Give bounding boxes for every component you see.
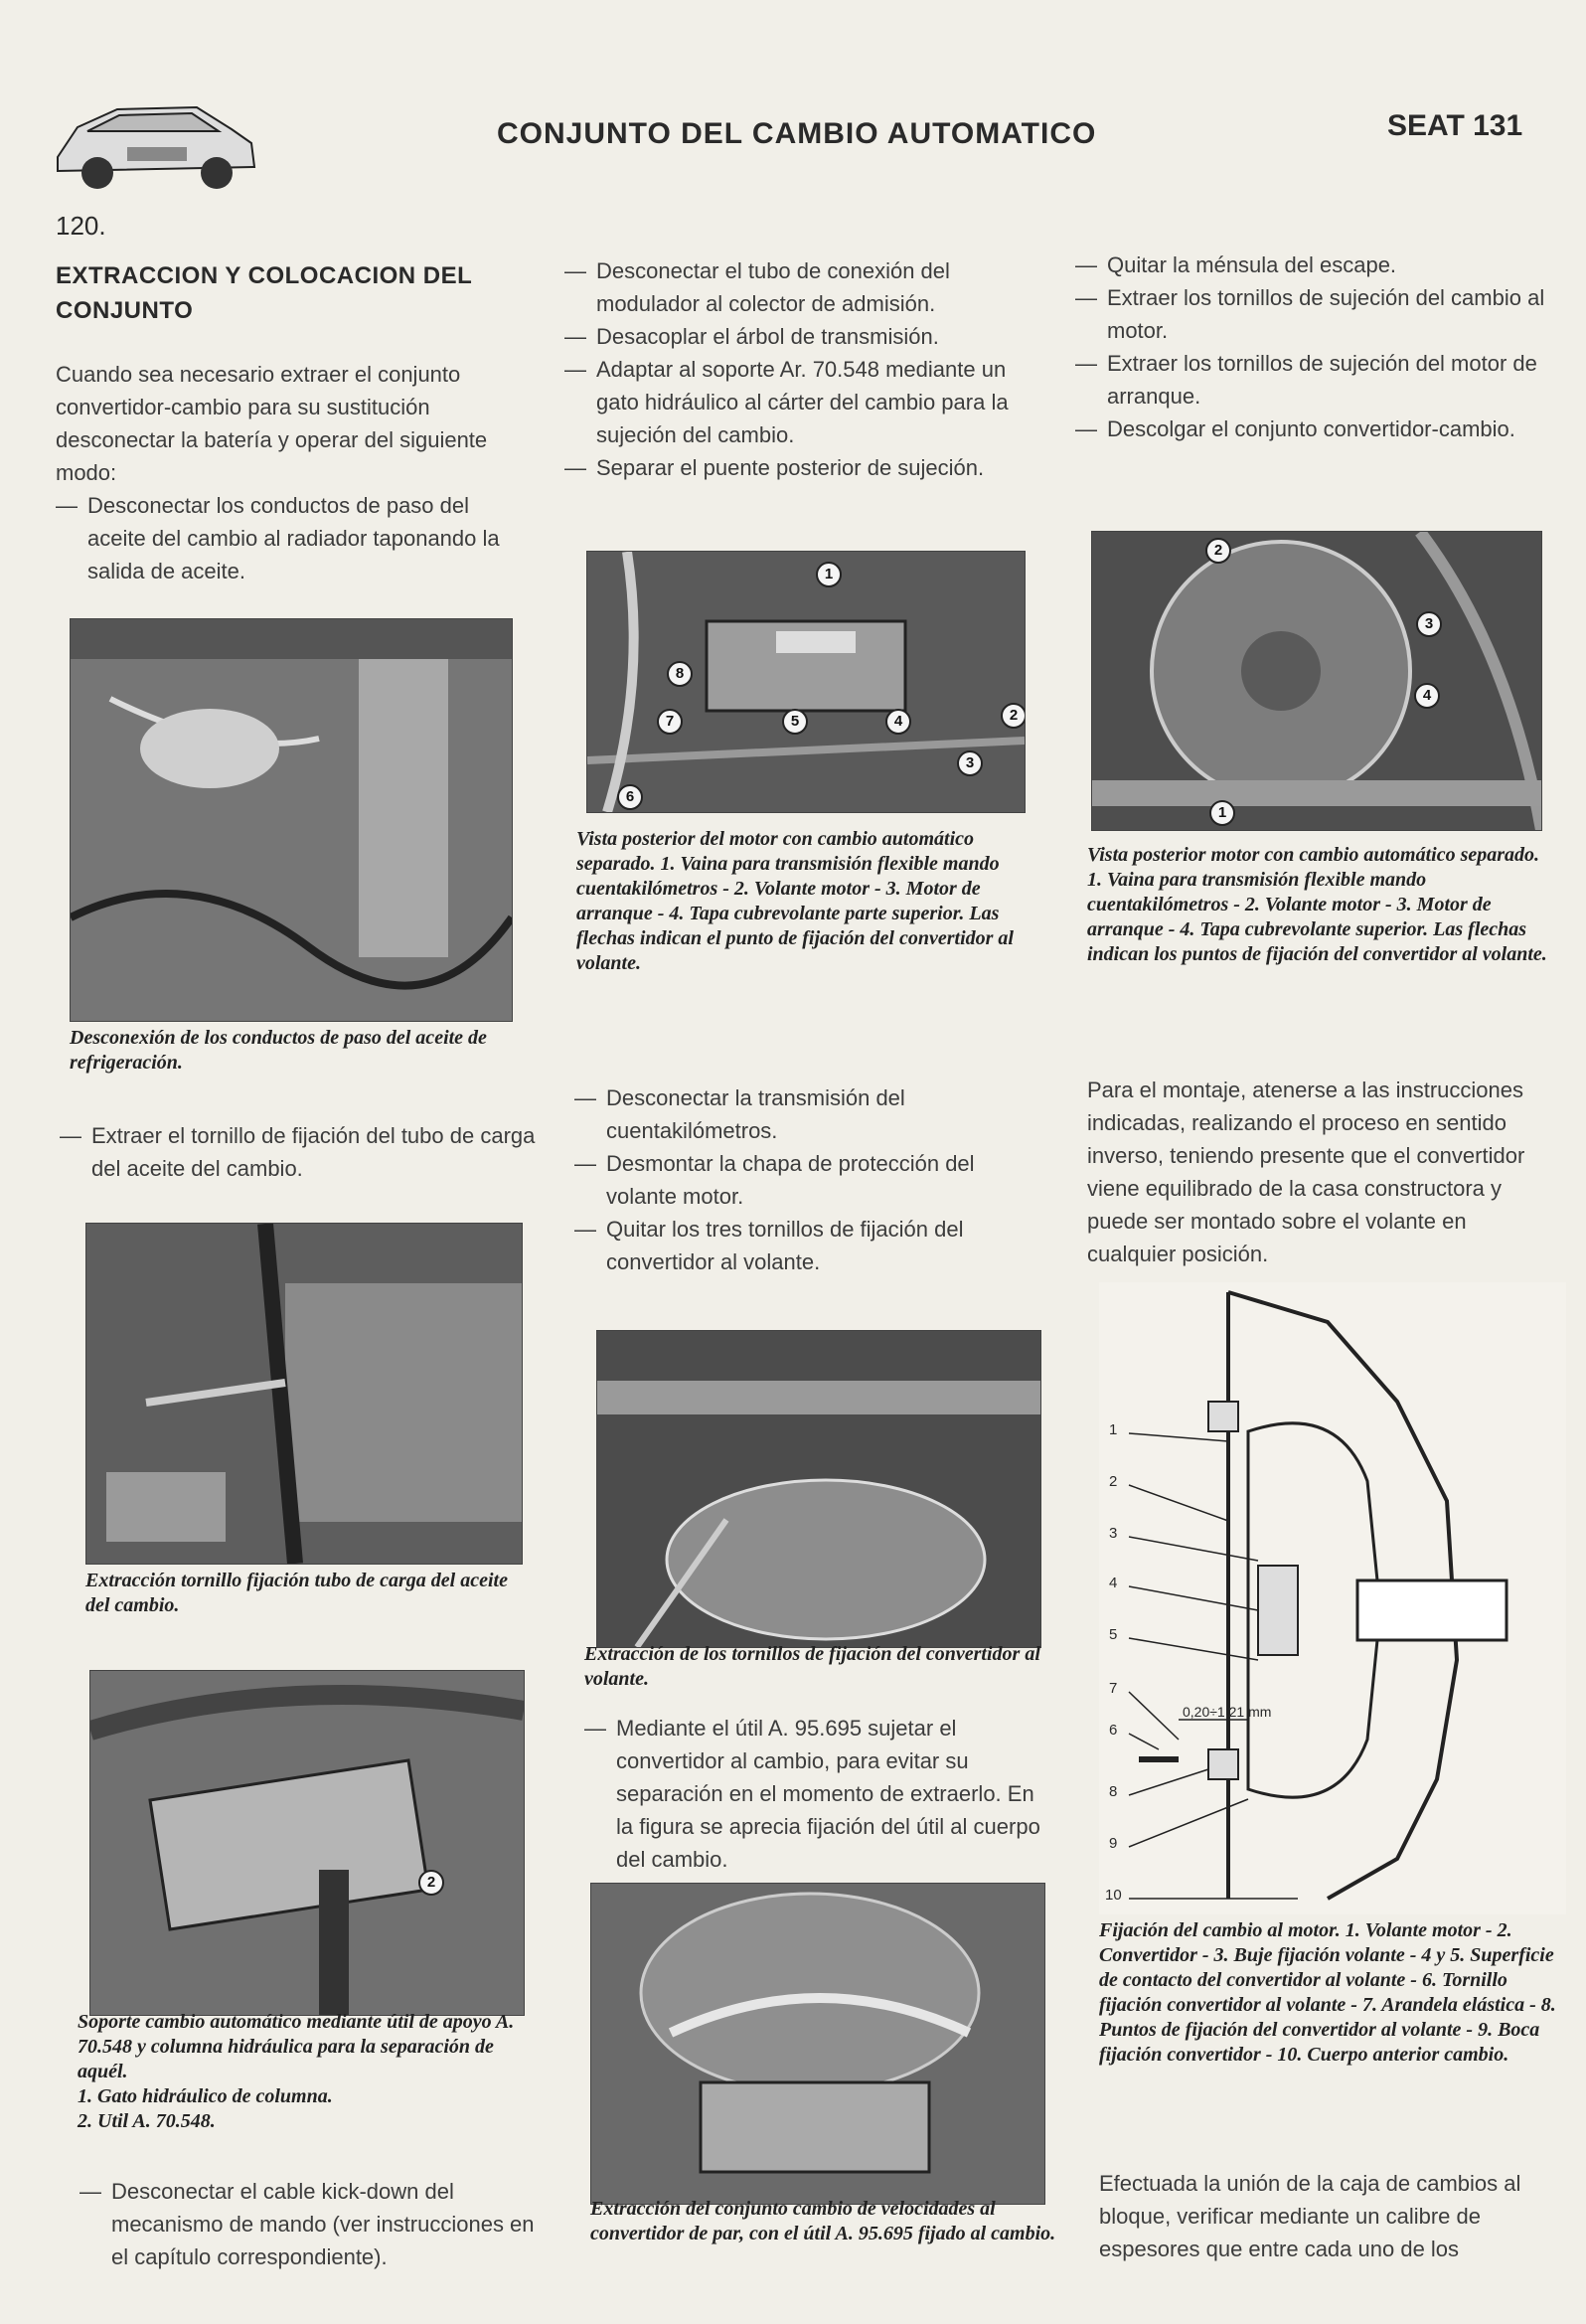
diagram-label: 7 <box>1109 1680 1118 1697</box>
step-text: Desconectar los conductos de paso del aceite del cambio al radiador taponando la salida de aceite. <box>87 493 500 583</box>
diagram-caption: Fijación del cambio al motor. 1. Volante motor - 2. Convertidor - 3. Buje fijación volante - 4 y 5. Superficie de contacto del convertidor al volante - 6. Tornillo fijación convertidor al volante - 7. Arandela elástica - 8. Puntos de fijación del convertidor al volante - 9. Boca fijación convertidor - 10. Cuerpo anterior cambio. <box>1099 1919 1556 2066</box>
callout-badge: 1 <box>816 562 842 587</box>
step-list <box>1075 249 1552 445</box>
callout-badge: 3 <box>957 750 983 776</box>
continuation-paragraph: Efectuada la unión de la caja de cambios al bloque, verificar mediante un calibre de espesores que entre cada uno de los <box>1099 2171 1521 2261</box>
photo-caption: Desconexión de los conductos de paso del aceite de refrigeración. <box>70 1027 487 1074</box>
dash-mark: — <box>574 1151 596 1176</box>
photo-flywheel <box>1091 531 1542 831</box>
step-text: Desacoplar el árbol de transmisión. <box>596 324 939 349</box>
dash-mark: — <box>564 324 586 349</box>
step-list <box>574 1081 1043 1278</box>
diagram-label: 4 <box>1109 1575 1118 1591</box>
step-text: Desconectar el tubo de conexión del modulador al colector de admisión. <box>596 258 950 316</box>
step-text: Desconectar el cable kick-down del mecanismo de mando (ver instrucciones en el capítulo correspondiente). <box>111 2179 535 2269</box>
callout-badge: 6 <box>617 784 643 810</box>
step-text: Quitar los tres tornillos de fijación del convertidor al volante. <box>606 1217 964 1274</box>
photo-caption: Soporte cambio automático mediante útil de apoyo A. 70.548 y columna hidráulica para la separación de aquél. <box>78 2011 515 2082</box>
photo-engine-rear <box>586 551 1026 813</box>
step-item <box>60 1119 537 1185</box>
converter-mounting-diagram <box>1099 1282 1566 1914</box>
step-item <box>584 1712 1053 1876</box>
step-list <box>564 254 1031 484</box>
dash-mark: — <box>1075 252 1097 277</box>
dash-mark: — <box>574 1217 596 1242</box>
caption-list-item: 2. Util A. 70.548. <box>78 2110 216 2132</box>
photo-converter-screws <box>596 1330 1041 1648</box>
step-item <box>1075 413 1552 445</box>
photo-oil-lines <box>70 618 513 1022</box>
callout-badge: 4 <box>1414 683 1440 709</box>
photo-oil-fill-tube <box>85 1223 523 1565</box>
photo-caption: Vista posterior motor con cambio automático separado. 1. Vaina para transmisión flexible mando cuentakilómetros - 2. Volante motor - 3. Motor de arranque - 4. Tapa cubrevolante superior. Las flechas indican los puntos de fijación del convertidor al volante. <box>1087 844 1547 965</box>
step-text: Quitar la ménsula del escape. <box>1107 252 1397 277</box>
step-text: Desmontar la chapa de protección del volante motor. <box>606 1151 975 1209</box>
photo-gearbox-support <box>89 1670 525 2016</box>
callout-badge: 7 <box>657 709 683 735</box>
diagram-label: 5 <box>1109 1626 1118 1643</box>
brand-label: SEAT 131 <box>1387 109 1523 142</box>
step-text: Adaptar al soporte Ar. 70.548 mediante un gato hidráulico al cárter del cambio para la sujeción del cambio. <box>596 357 1009 447</box>
photo-caption: Extracción de los tornillos de fijación del convertidor al volante. <box>584 1643 1040 1690</box>
step-item <box>1075 281 1552 347</box>
dash-mark: — <box>564 258 586 283</box>
step-text: Separar el puente posterior de sujeción. <box>596 455 985 480</box>
step-item <box>1075 249 1552 281</box>
step-text: Descolgar el conjunto convertidor-cambio. <box>1107 416 1515 441</box>
step-text: Mediante el útil A. 95.695 sujetar el convertidor al cambio, para evitar su separación en el momento de extraerlo. En la figura se aprecia fijación del útil al cuerpo del cambio. <box>616 1716 1040 1872</box>
step-text: Extraer los tornillos de sujeción del motor de arranque. <box>1107 351 1537 409</box>
dash-mark: — <box>564 357 586 382</box>
callout-badge: 2 <box>1001 703 1026 729</box>
step-item <box>574 1147 1043 1213</box>
callout-badge: 2 <box>418 1870 444 1896</box>
step-item <box>574 1081 1043 1147</box>
step-item <box>564 254 1031 320</box>
diagram-label: 8 <box>1109 1783 1118 1800</box>
callout-badge: 3 <box>1416 611 1442 637</box>
diagram-label: 1 <box>1109 1421 1118 1438</box>
page-number: 120. <box>56 211 106 241</box>
step-text: Extraer los tornillos de sujeción del cambio al motor. <box>1107 285 1545 343</box>
dimension-label: 0,20÷1,21 mm <box>1183 1704 1272 1720</box>
callout-badge: 2 <box>1205 538 1231 564</box>
photo-gearbox-removal <box>590 1883 1045 2205</box>
dash-mark: — <box>574 1085 596 1110</box>
callout-badge: 5 <box>782 709 808 735</box>
step-item <box>56 489 533 587</box>
step-item <box>574 1213 1043 1278</box>
assembly-paragraph: Para el montaje, atenerse a las instrucciones indicadas, realizando el proceso en sentido inverso, teniendo presente que el convertidor viene equilibrado de la casa constructora y puede ser montado sobre el volante en cualquier posición. <box>1087 1078 1525 1266</box>
dash-mark: — <box>1075 285 1097 310</box>
dash-mark: — <box>1075 416 1097 441</box>
callout-badge: 1 <box>1209 800 1235 826</box>
step-item <box>564 353 1031 451</box>
step-text: Desconectar la transmisión del cuentakilómetros. <box>606 1085 905 1143</box>
callout-badge: 8 <box>667 661 693 687</box>
dash-mark: — <box>564 455 586 480</box>
dash-mark: — <box>1075 351 1097 376</box>
dash-mark: — <box>584 1716 606 1741</box>
diagram-label: 2 <box>1109 1473 1118 1490</box>
intro-paragraph: Cuando sea necesario extraer el conjunto convertidor-cambio para su sustitución desconectar la batería y operar del siguiente modo: <box>56 362 488 485</box>
dash-mark: — <box>56 493 78 518</box>
photo-caption: Extracción del conjunto cambio de velocidades al convertidor de par, con el útil A. 95.695 fijado al cambio. <box>590 2198 1056 2244</box>
diagram-label: 3 <box>1109 1525 1118 1542</box>
dash-mark: — <box>60 1123 81 1148</box>
step-item <box>1075 347 1552 413</box>
page-title: CONJUNTO DEL CAMBIO AUTOMATICO <box>497 117 1097 150</box>
diagram-label: 9 <box>1109 1835 1118 1852</box>
diagram-label: 10 <box>1105 1887 1122 1904</box>
step-item <box>79 2175 547 2273</box>
section-heading: EXTRACCION Y COLOCACION DEL CONJUNTO <box>56 262 472 324</box>
step-item <box>564 451 1031 484</box>
step-item <box>564 320 1031 353</box>
photo-caption: Extracción tornillo fijación tubo de carga del aceite del cambio. <box>85 1570 508 1616</box>
callout-badge: 4 <box>885 709 911 735</box>
diagram-label: 6 <box>1109 1722 1118 1739</box>
photo-caption: Vista posterior del motor con cambio automático separado. 1. Vaina para transmisión flexible mando cuentakilómetros - 2. Volante motor - 3. Motor de arranque - 4. Tapa cubrevolante parte superior. Las flechas indican el punto de fijación del convertidor al volante. <box>576 828 1014 974</box>
step-text: Extraer el tornillo de fijación del tubo de carga del aceite del cambio. <box>91 1123 536 1181</box>
car-logo-icon <box>48 87 264 199</box>
caption-list-item: 1. Gato hidráulico de columna. <box>78 2085 333 2107</box>
dash-mark: — <box>79 2179 101 2204</box>
